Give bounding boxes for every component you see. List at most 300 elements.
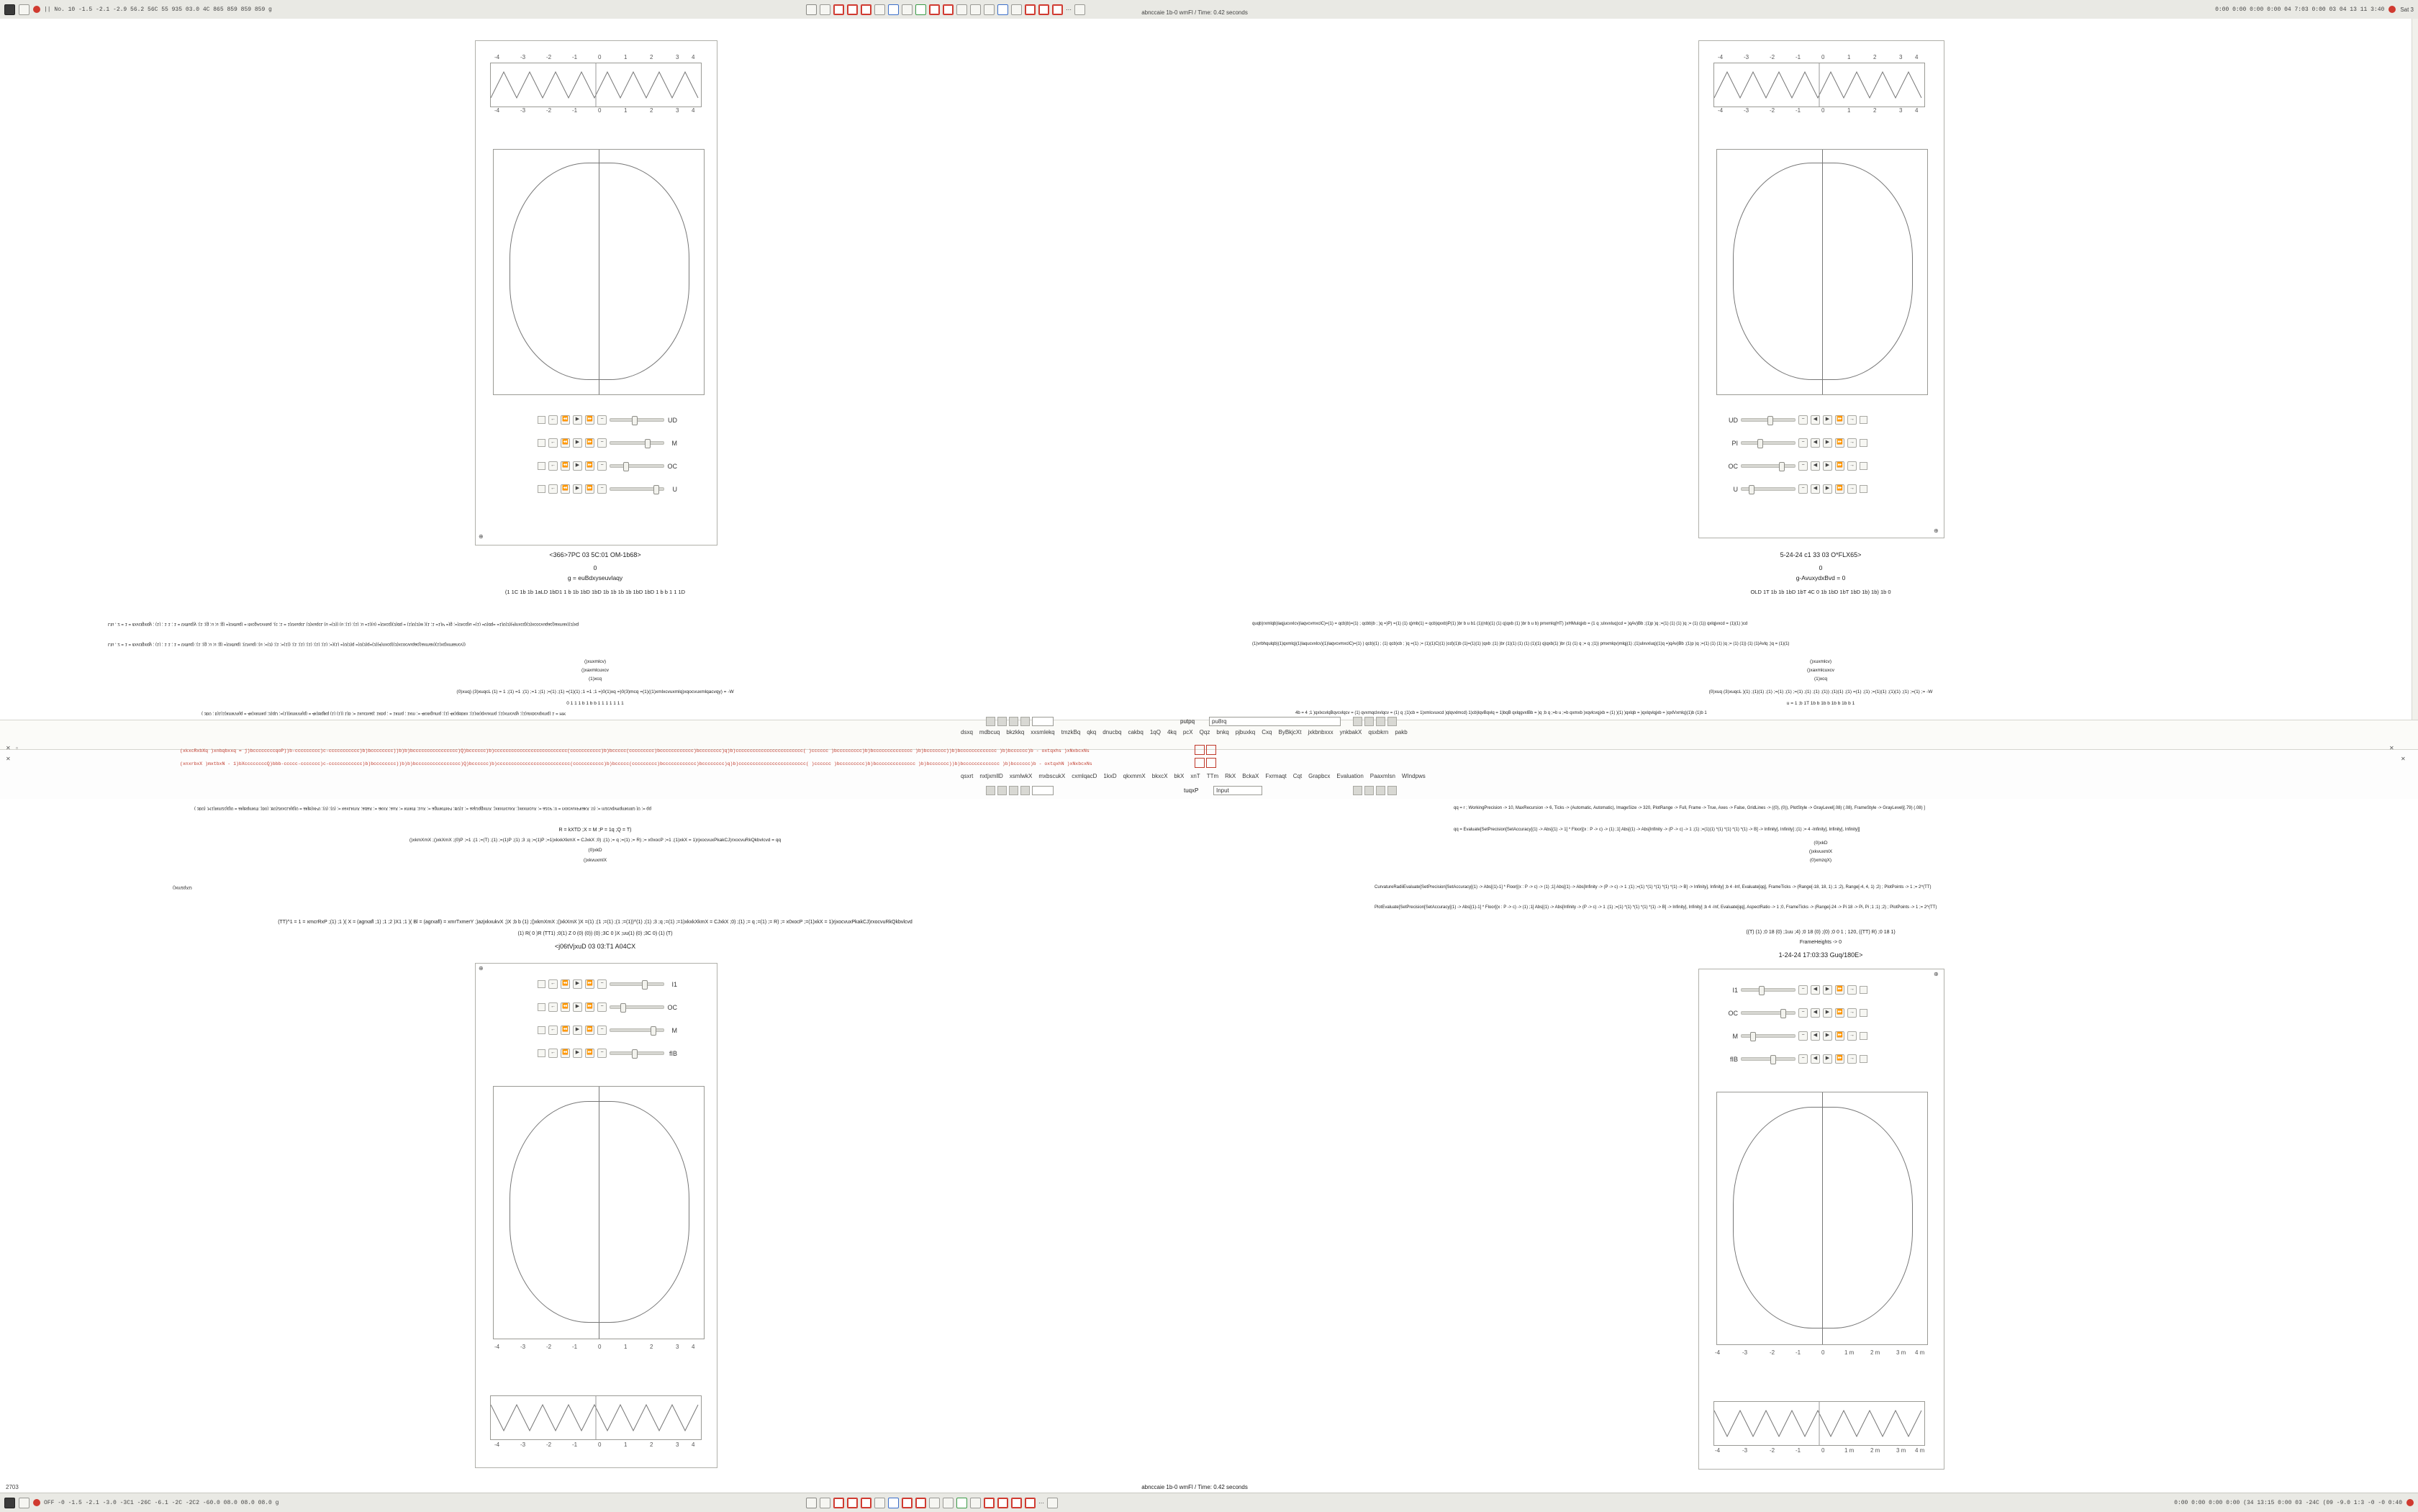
slider-minus-icon[interactable]: − [597, 979, 607, 989]
error-marker-4[interactable] [1206, 758, 1216, 768]
menu2-item-2[interactable]: xsmlwkX [1009, 773, 1033, 779]
bottom-bar-alert-icon[interactable] [2406, 1499, 2414, 1506]
slider-minus-icon[interactable]: − [1798, 1008, 1808, 1018]
slider-row-4-top-right[interactable] [1728, 484, 1867, 494]
slider-thumb-4[interactable] [653, 485, 659, 494]
slider-label-4: fIB [1729, 1055, 1738, 1063]
slider-thumb-4[interactable] [1749, 485, 1754, 494]
slider-play-icon[interactable]: ▶ [1823, 985, 1832, 995]
slider-play-icon[interactable]: ▶ [1823, 1054, 1832, 1064]
tool-icon-b3[interactable] [833, 1498, 844, 1508]
slider-play-icon[interactable]: ▶ [1823, 1031, 1832, 1041]
tool-icon-1[interactable] [806, 4, 817, 15]
slider-open-icon[interactable] [538, 1026, 545, 1034]
toolbar-button-14[interactable] [1364, 786, 1374, 795]
slider-right-icon[interactable]: → [1847, 1031, 1857, 1041]
slider-label-2: M [671, 439, 677, 447]
slider-open-icon[interactable] [538, 462, 545, 470]
slider-thumb-1[interactable] [1767, 416, 1773, 425]
slider-open-icon[interactable] [538, 439, 545, 447]
menu2-item-0[interactable]: qsxrt [961, 773, 974, 779]
slider-row-3-top-left[interactable] [538, 461, 677, 471]
slider-minus-icon[interactable]: − [1798, 484, 1808, 494]
slider-row-3-top-right[interactable] [1728, 461, 1867, 471]
slider-step-back-icon[interactable]: ⏪ [561, 1002, 570, 1012]
slider-label-2: OC [667, 1003, 677, 1011]
slider-step-fwd-icon[interactable]: ⏩ [585, 1026, 594, 1035]
slider-step-back-icon[interactable]: ◀ [1811, 985, 1820, 995]
menu2-item-12[interactable]: BckaX [1242, 773, 1259, 779]
window-icon[interactable] [19, 4, 30, 15]
card-resize-handle[interactable]: ⊕ [479, 533, 484, 540]
slider-play-icon[interactable]: ▶ [1823, 461, 1832, 471]
slider-label-3: M [671, 1026, 677, 1034]
toolbar-button-3[interactable] [1009, 717, 1018, 726]
tool-icon-8[interactable] [902, 4, 913, 15]
tool-icon-b1[interactable] [806, 1498, 817, 1508]
slider-row-1-bottom-left[interactable] [538, 979, 677, 989]
slider-step-fwd-icon[interactable]: ⏩ [585, 438, 594, 448]
toolbar-button-4[interactable] [1020, 717, 1030, 726]
toolbar-button-9[interactable] [986, 786, 995, 795]
menu2-item-15[interactable]: Grapbcx [1308, 773, 1331, 779]
slider-thumb-3[interactable] [1750, 1032, 1756, 1041]
slider-track-3[interactable] [1741, 1034, 1796, 1038]
slider-step-fwd-icon[interactable]: ⏩ [1835, 461, 1844, 471]
slider-label-4: fIB [669, 1049, 677, 1057]
slider-open-icon[interactable] [1860, 485, 1867, 493]
slider-row-1-top-right[interactable] [1728, 415, 1867, 425]
toolbar-button-5[interactable] [1353, 717, 1362, 726]
slider-label-3: OC [1728, 462, 1738, 470]
slider-minus-icon[interactable]: − [597, 438, 607, 448]
slider-open-icon[interactable] [538, 1003, 545, 1011]
slider-play-icon[interactable]: ▶ [573, 415, 582, 425]
br-caption-1: qq = Evaluate[SetPrecision[SetAccuracy[(1) -> Abs[(1) -> 1] * Floor[(x : P -> c) -> (1) ;1] Abs[(1) -> Abs[Infinity -> (P -> c) -> 1 ;(1) ;=(1)(1) *(1) *(1) *(1) *(1) -> B] -> Infinity], Infinity] ;(1) ;= 4 -Infinity], Infinity], Infinity]] [1454, 828, 1860, 832]
slider-step-fwd-icon[interactable]: ⏩ [585, 1049, 594, 1058]
top-bar-alert-icon[interactable] [2388, 6, 2396, 13]
caption-line-0: 0 [1819, 564, 1823, 571]
slider-thumb-1[interactable] [642, 980, 648, 990]
slider-label-4: U [1733, 485, 1738, 493]
bl-caption-1: R = kXTD ;X = M ;P = 1q ;Q = T) [558, 828, 632, 833]
slider-open-icon[interactable] [538, 1049, 545, 1057]
slider-step-fwd-icon[interactable]: ⏩ [585, 461, 594, 471]
slider-label-3: OC [667, 462, 677, 470]
slider-step-back-icon[interactable]: ⏪ [561, 415, 570, 425]
br-caption-5: CurvatureRadiiEvaluate[SetPrecision[SetAccuracy[(1) -> Abs[(1)-1] * Floor[(x : P -> c) -> (1) ;1] Abs[(1) -> Abs[Infinity -> (P -> c) -> 1 ;(1) ;=(1) *(1) *(1) *(1) *(1) -> B] -> Infinity], Infinity] ;b 4 -Inf, Evaluate[qq], FrameTicks -> (Range[-18, 18, 1) ;1 ;2), Range[-4, 4, 1) ;2) ; PlotPoints -> 1 ;= 2^(TT) [1375, 885, 1932, 889]
slider-minus-icon[interactable]: − [597, 461, 607, 471]
toolbar-lower-left-group [986, 786, 1054, 795]
slider-track-4[interactable] [610, 487, 664, 491]
slider-left-icon[interactable]: ← [548, 461, 558, 471]
slider-step-fwd-icon[interactable]: ⏩ [1835, 415, 1844, 425]
slider-right-icon[interactable]: → [1847, 1008, 1857, 1018]
slider-track-1[interactable] [610, 418, 664, 422]
slider-row-2-bottom-left[interactable] [538, 1002, 677, 1012]
slider-track-3[interactable] [610, 1028, 664, 1032]
tool-icon-15[interactable] [997, 4, 1008, 15]
slider-track-4[interactable] [1741, 1057, 1796, 1061]
slider-label-1: UD [1729, 416, 1738, 424]
tool-icon-b4[interactable] [847, 1498, 858, 1508]
toolbar-button-12[interactable] [1020, 786, 1030, 795]
slider-row-2-top-left[interactable] [538, 438, 677, 448]
plot-card-top-right: -4 -3 -2 -1 0 1 2 3 4 -4 -3 -2 -1 0 1 2 3 4 UD − ◀ ▶ ⏩ → PI − ◀ ▶ ⏩ → OC − ◀ ▶ ⏩ → U − ◀ ▶ ⏩ → ⊕ [1698, 40, 1944, 538]
menu-strip-lower[interactable] [961, 773, 1426, 779]
tool-icon-20[interactable] [1074, 4, 1085, 15]
menu-item-7[interactable]: cakbq [1128, 729, 1144, 735]
slider-play-icon[interactable]: ▶ [1823, 415, 1832, 425]
slider-right-icon[interactable]: → [1847, 484, 1857, 494]
slider-play-icon[interactable]: ▶ [573, 461, 582, 471]
slider-step-fwd-icon[interactable]: ⏩ [1835, 438, 1844, 448]
bottom-bar-separator-text: ⋯ [1038, 1499, 1044, 1506]
tool-icon-6[interactable] [874, 4, 885, 15]
slider-track-1[interactable] [1741, 988, 1796, 992]
slider-open-icon[interactable] [1860, 1032, 1867, 1040]
app-menu-icon[interactable] [4, 4, 15, 15]
tool-icon-10[interactable] [929, 4, 940, 15]
slider-label-1: I1 [1732, 986, 1738, 994]
menu-item-6[interactable]: dnucbq [1102, 729, 1122, 735]
toolbar-small-field-2[interactable] [1032, 786, 1054, 795]
slider-open-icon[interactable] [538, 980, 545, 988]
menu-item-5[interactable]: qkq [1087, 729, 1097, 735]
slider-row-2-top-right[interactable] [1728, 438, 1867, 448]
tool-icon-7[interactable] [888, 4, 899, 15]
slider-left-icon[interactable]: ← [548, 438, 558, 448]
center-axis-line [1822, 1092, 1823, 1344]
menu-item-2[interactable]: bkzkkq [1006, 729, 1025, 735]
menu2-item-4[interactable]: cxmlqacD [1072, 773, 1097, 779]
bottom-bar-clock-values: 0:00 0:00 0:00 0:00 (34 13:15 0:00 03 -24C (09 -9.0 1:3 -0 -0 0:40 [2174, 1499, 2402, 1506]
slider-left-icon[interactable]: ← [548, 415, 558, 425]
menu2-item-13[interactable]: Fxrmaqt [1265, 773, 1287, 779]
slider-minus-icon[interactable]: − [1798, 1054, 1808, 1064]
slider-track-3[interactable] [610, 464, 664, 468]
tool-icon-3[interactable] [833, 4, 844, 15]
slider-row-1-bottom-right[interactable] [1728, 985, 1867, 995]
caption-line-9: u = 1 ;b 1T 1b b 1b b 1b b 1b b 1 [1786, 701, 1855, 706]
code-wrapped-row-1: (xkxcRxbXq )xnbqbxxq = j)bccccccccqoP))b-ccccccccc)c-ccccccccccc)b)bcccccccc))b)b)bcccccccccccccccc)Q)bcccccc)b)cccccccccccccccccccccccccc(ccccccccccc)b)bccccc(ccccccccc)bcccccccccccc)bcccccccc)q)b)cccccccccccccccccccccccc( )cccccc )bccccccccc)b)bcccccccccccccc )b)bccccccc))b)bccccccccccccc )b)bcccccc)b - oxtqxhs )xNxbcxNs [180, 748, 1090, 753]
menu-item-19[interactable]: pakb [1395, 729, 1408, 735]
slider-open-icon[interactable] [1860, 1009, 1867, 1017]
menu2-item-11[interactable]: RkX [1225, 773, 1236, 779]
slider-track-4[interactable] [1741, 487, 1796, 491]
menu2-item-10[interactable]: TTm [1206, 773, 1219, 779]
error-marker-3[interactable] [1195, 758, 1205, 768]
slider-step-back-icon[interactable]: ◀ [1811, 1031, 1820, 1041]
zigzag-plot-bottom-right [1713, 1401, 1925, 1446]
menu2-item-6[interactable]: qkxmmX [1123, 773, 1146, 779]
menu2-item-5[interactable]: 1kxD [1103, 773, 1117, 779]
slider-minus-icon[interactable]: − [1798, 985, 1808, 995]
tool-icon-19[interactable] [1052, 4, 1063, 15]
zigzag-curve-icon [491, 63, 701, 107]
slider-thumb-4[interactable] [1770, 1055, 1776, 1064]
tool-icon-11[interactable] [943, 4, 954, 15]
tool-icon-4[interactable] [847, 4, 858, 15]
slider-thumb-2[interactable] [1780, 1009, 1786, 1018]
slider-play-icon[interactable]: ▶ [573, 1049, 582, 1058]
slider-row-4-bottom-left[interactable] [538, 1049, 677, 1058]
slider-minus-icon[interactable]: − [1798, 1031, 1808, 1041]
menu-item-8[interactable]: 1qQ [1149, 729, 1161, 735]
slider-left-icon[interactable]: ← [548, 1026, 558, 1035]
slider-row-3-bottom-right[interactable] [1728, 1031, 1867, 1041]
menu-item-1[interactable]: mdbcuq [979, 729, 1000, 735]
toolbar-button-11[interactable] [1009, 786, 1018, 795]
slider-track-2[interactable] [610, 441, 664, 445]
card-resize-handle[interactable]: ⊕ [479, 965, 484, 972]
card-resize-handle[interactable]: ⊕ [1934, 528, 1939, 534]
menu-item-12[interactable]: bnkq [1216, 729, 1229, 735]
tool-icon-14[interactable] [984, 4, 995, 15]
slider-play-icon[interactable]: ▶ [573, 484, 582, 494]
tool-icon-b7[interactable] [888, 1498, 899, 1508]
menu2-item-17[interactable]: Paaxmlsn [1369, 773, 1395, 779]
slider-track-1[interactable] [1741, 418, 1796, 422]
slider-minus-icon[interactable]: − [1798, 438, 1808, 448]
slider-row-4-bottom-right[interactable] [1728, 1054, 1867, 1064]
slider-open-icon[interactable] [1860, 462, 1867, 470]
slider-thumb-3[interactable] [1779, 462, 1785, 471]
slider-left-icon[interactable]: ← [548, 484, 558, 494]
tool-icon-2[interactable] [820, 4, 830, 15]
menu-item-17[interactable]: ynkbakX [1339, 729, 1362, 735]
slider-track-4[interactable] [610, 1051, 664, 1055]
slider-open-icon[interactable] [1860, 1055, 1867, 1063]
slider-step-back-icon[interactable]: ⏪ [561, 979, 570, 989]
slider-step-fwd-icon[interactable]: ⏩ [1835, 484, 1844, 494]
toolbar-button-8[interactable] [1387, 717, 1397, 726]
slider-track-2[interactable] [1741, 1011, 1796, 1015]
bottom-bar-tool-cluster [806, 1498, 1612, 1508]
slider-open-icon[interactable] [538, 416, 545, 424]
slider-thumb-3[interactable] [651, 1026, 656, 1036]
tool-icon-12[interactable] [956, 4, 967, 15]
tool-icon-b9[interactable] [915, 1498, 926, 1508]
tool-icon-17[interactable] [1025, 4, 1036, 15]
toolbar-field-label: putpq [1180, 718, 1195, 725]
slider-step-fwd-icon[interactable]: ⏩ [1835, 1008, 1844, 1018]
close-icon-left-2[interactable]: ✕ [6, 756, 11, 762]
slider-track-3[interactable] [1741, 464, 1796, 468]
slider-step-back-icon[interactable]: ◀ [1811, 415, 1820, 425]
toolbar-button-2[interactable] [997, 717, 1007, 726]
slider-step-fwd-icon[interactable]: ⏩ [585, 1002, 594, 1012]
slider-minus-icon[interactable]: − [597, 1002, 607, 1012]
slider-right-icon[interactable]: → [1847, 985, 1857, 995]
error-marker-2[interactable] [1206, 745, 1216, 755]
code-wrapped-row-2: (xnxrbxX )mxtbxN - 1)bXccccccccQ)bbb-ccccc-ccccccc)c-cccccccccccc)b)bcccccccc))b)b)bcccccccccccccccc)Q)bcccccc)b)cccccccccccccccccccccccccc(ccccccccccc)b)bccccc(ccccccccc)bcccccccccccc)bcccccccc)q)b)cccccccccccccccccccccccc( )cccccc )bccccccccc)b)bcccccccccccccc )b)bccccccc))b)bccccccccccccc )b)bcccccc)b - oxtqxhN )xNxbcxNs [180, 761, 1092, 766]
tool-icon-b10[interactable] [929, 1498, 940, 1508]
tool-icon-b5[interactable] [861, 1498, 871, 1508]
tool-icon-b2[interactable] [820, 1498, 830, 1508]
slider-row-4-top-left[interactable] [538, 484, 677, 494]
slider-minus-icon[interactable]: − [1798, 415, 1808, 425]
slider-play-icon[interactable]: ▶ [573, 438, 582, 448]
slider-minus-icon[interactable]: − [597, 1049, 607, 1058]
menu-item-4[interactable]: tmzkBq [1061, 729, 1081, 735]
slider-thumb-3[interactable] [623, 462, 629, 471]
menu-item-10[interactable]: pcX [1182, 729, 1193, 735]
slider-play-icon[interactable]: ▶ [1823, 438, 1832, 448]
slider-left-icon[interactable]: ← [548, 1049, 558, 1058]
slider-right-icon[interactable]: → [1847, 1054, 1857, 1064]
right-scrollbar[interactable] [2412, 19, 2418, 720]
toolbar-input-field[interactable]: pu8rq [1209, 717, 1341, 726]
slider-step-back-icon[interactable]: ◀ [1811, 1008, 1820, 1018]
error-marker-1[interactable] [1195, 745, 1205, 755]
slider-thumb-2[interactable] [645, 439, 651, 448]
slider-right-icon[interactable]: → [1847, 461, 1857, 471]
tool-icon-b13[interactable] [970, 1498, 981, 1508]
minimize-icon-left[interactable]: ▫ [16, 745, 18, 751]
slider-step-back-icon[interactable]: ◀ [1811, 438, 1820, 448]
notebook-bottom-left [0, 799, 1209, 1493]
slider-step-fwd-icon[interactable]: ⏩ [1835, 1054, 1844, 1064]
tool-icon-b11[interactable] [943, 1498, 954, 1508]
toolbar-button-13[interactable] [1353, 786, 1362, 795]
slider-thumb-2[interactable] [1757, 439, 1763, 448]
tool-icon-16[interactable] [1011, 4, 1022, 15]
menu2-item-18[interactable]: WIndpws [1401, 773, 1426, 779]
slider-row-2-bottom-right[interactable] [1728, 1008, 1867, 1018]
slider-track-2[interactable] [1741, 441, 1796, 445]
slider-play-icon[interactable]: ▶ [573, 1002, 582, 1012]
caption-line-4: (1)vrbhqulqb)(1)qxmlq)(1)laqucvxlcv)(1)laqvcvmxclC)=(1) ) qcb)(1) ; (1) qcb)cb ; )q =(1) ;= (1)(1)C)(1) )cd)(1)b (1)=(1)(1) )qxb ;(1) )br (1)(1) (1) (1) (1)(1) q)qxb(1) )br (1) (1) q ;= q ;(1)) pmxmlqv)mlqj(1) ;(1)ulxvxluq)(1)q =)qAv)Bb ;(1)p )q ;=(1) (1) (1) )q ;= (1) (1)) (1) (1)Avlq ;)q = (1)(1) [1252, 642, 1790, 646]
slider-row-1-top-left[interactable] [538, 415, 677, 425]
slider-right-icon[interactable]: → [1847, 438, 1857, 448]
menu2-item-7[interactable]: bkxcX [1151, 773, 1168, 779]
menu2-item-1[interactable]: nxtjxmllD [979, 773, 1003, 779]
slider-left-icon[interactable]: ← [548, 1002, 558, 1012]
menu2-item-16[interactable]: Evaluation [1336, 773, 1364, 779]
top-bar-clock-values: 0:00 0:00 0:00 0:00 04 7:03 0:00 03 04 13 11 3:40 [2215, 6, 2385, 13]
menu2-item-3[interactable]: mxbscukX [1038, 773, 1066, 779]
menu-item-16[interactable]: jxkbnbxxx [1308, 729, 1333, 735]
close-icon-left-1[interactable]: ✕ [6, 745, 11, 751]
toolbar-lower-field-label: tuqxP [1184, 787, 1199, 794]
menu-item-15[interactable]: ByBkjcXt [1278, 729, 1302, 735]
tool-icon-b14[interactable] [984, 1498, 995, 1508]
slider-play-icon[interactable]: ▶ [1823, 484, 1832, 494]
slider-step-fwd-icon[interactable]: ⏩ [1835, 985, 1844, 995]
tool-icon-b12[interactable] [956, 1498, 967, 1508]
slider-play-icon[interactable]: ▶ [573, 1026, 582, 1035]
tool-icon-b16[interactable] [1011, 1498, 1022, 1508]
slider-minus-icon[interactable]: − [597, 484, 607, 494]
slider-track-2[interactable] [610, 1005, 664, 1009]
toolbar-small-field[interactable] [1032, 717, 1054, 726]
slider-step-back-icon[interactable]: ⏪ [561, 461, 570, 471]
menu-item-18[interactable]: qsxbkrn [1368, 729, 1389, 735]
slider-step-back-icon[interactable]: ⏪ [561, 438, 570, 448]
tool-icon-b17[interactable] [1025, 1498, 1036, 1508]
toolbar-lower-input[interactable]: Input [1213, 786, 1262, 795]
toolbar-button-1[interactable] [986, 717, 995, 726]
tool-icon-18[interactable] [1038, 4, 1049, 15]
slider-step-fwd-icon[interactable]: ⏩ [585, 979, 594, 989]
slider-open-icon[interactable] [1860, 416, 1867, 424]
menu-item-0[interactable]: dsxq [961, 729, 973, 735]
top-bar-status-text: || No. 10 -1.5 -2.1 -2.9 56.2 56C 55 935 03.0 4C 865 859 859 859 g [44, 6, 272, 13]
slider-thumb-1[interactable] [632, 416, 638, 425]
slider-step-back-icon[interactable]: ⏪ [561, 484, 570, 494]
slider-row-3-bottom-left[interactable] [538, 1026, 677, 1035]
menu2-item-9[interactable]: xnT [1190, 773, 1200, 779]
slider-open-icon[interactable] [1860, 439, 1867, 447]
menu2-item-14[interactable]: Cqt [1292, 773, 1303, 779]
menu-item-11[interactable]: Qqz [1199, 729, 1210, 735]
slider-minus-icon[interactable]: − [1798, 461, 1808, 471]
toolbar-button-15[interactable] [1376, 786, 1385, 795]
toolbar-button-16[interactable] [1387, 786, 1397, 795]
slider-play-icon[interactable]: ▶ [573, 979, 582, 989]
slider-thumb-4[interactable] [632, 1049, 638, 1059]
tool-icon-5[interactable] [861, 4, 871, 15]
br-caption-7: ((T) (1) ;0 18 (0) ;1uu ;4) ;0 18 (0) ;(0) ;0 0 1 ; 120, ((TT) R) ;0 18 1) [1746, 930, 1896, 935]
slider-right-icon[interactable]: → [1847, 415, 1857, 425]
tool-icon-b8[interactable] [902, 1498, 913, 1508]
slider-step-back-icon[interactable]: ⏪ [561, 1026, 570, 1035]
slider-play-icon[interactable]: ▶ [1823, 1008, 1832, 1018]
slider-step-back-icon[interactable]: ◀ [1811, 484, 1820, 494]
slider-step-fwd-icon[interactable]: ⏩ [1835, 1031, 1844, 1041]
slider-open-icon[interactable] [538, 485, 545, 493]
slider-left-icon[interactable]: ← [548, 979, 558, 989]
slider-thumb-2[interactable] [620, 1003, 626, 1013]
tool-icon-b15[interactable] [997, 1498, 1008, 1508]
tool-icon-9[interactable] [915, 4, 926, 15]
close-icon-right-1[interactable]: ✕ [2389, 745, 2394, 751]
slider-step-fwd-icon[interactable]: ⏩ [585, 484, 594, 494]
record-indicator-icon [33, 6, 40, 13]
toolbar-upper-left-group [986, 717, 1054, 726]
menu2-item-8[interactable]: bkX [1174, 773, 1185, 779]
toolbar-button-7[interactable] [1376, 717, 1385, 726]
slider-thumb-1[interactable] [1759, 986, 1765, 995]
menu-item-14[interactable]: Cxq [1262, 729, 1272, 735]
menu-item-13[interactable]: pjbuxkq [1235, 729, 1256, 735]
slider-step-fwd-icon[interactable]: ⏩ [585, 415, 594, 425]
toolbar-button-10[interactable] [997, 786, 1007, 795]
app-menu-icon[interactable] [4, 1498, 15, 1508]
tool-icon-13[interactable] [970, 4, 981, 15]
slider-minus-icon[interactable]: − [597, 1026, 607, 1035]
top-bar-left-cluster [0, 4, 272, 15]
slider-step-back-icon[interactable]: ◀ [1811, 1054, 1820, 1064]
caption-line-6: ()xaxmlcuxcv [581, 668, 609, 673]
card-resize-handle[interactable]: ⊕ [1934, 971, 1939, 977]
slider-track-1[interactable] [610, 982, 664, 986]
tool-icon-b18[interactable] [1047, 1498, 1058, 1508]
window-icon[interactable] [19, 1498, 30, 1508]
menu-item-9[interactable]: 4kq [1167, 729, 1177, 735]
tool-icon-b6[interactable] [874, 1498, 885, 1508]
toolbar-button-6[interactable] [1364, 717, 1374, 726]
slider-step-back-icon[interactable]: ⏪ [561, 1049, 570, 1058]
slider-step-back-icon[interactable]: ◀ [1811, 461, 1820, 471]
close-icon-right-2[interactable]: ✕ [2401, 756, 2406, 762]
slider-open-icon[interactable] [1860, 986, 1867, 994]
bl-caption-4: ()xkvuxmlX [583, 858, 607, 863]
slider-minus-icon[interactable]: − [597, 415, 607, 425]
menu-strip-upper[interactable] [961, 729, 1408, 735]
menu-item-3[interactable]: xxsmlekq [1031, 729, 1055, 735]
